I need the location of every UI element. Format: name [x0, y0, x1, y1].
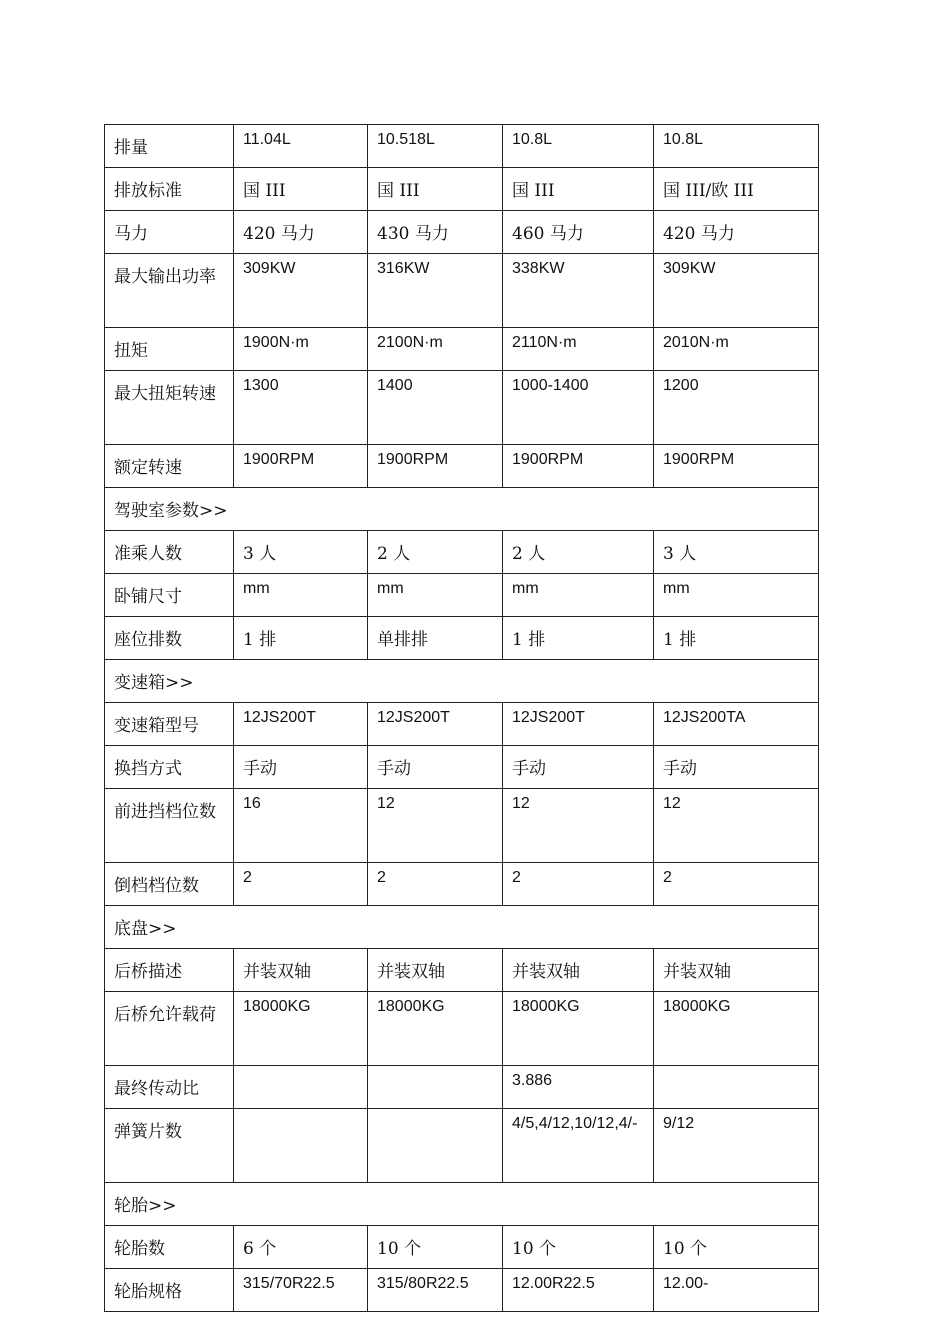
row-label: 前进挡档位数: [105, 789, 234, 863]
spec-table-body: [105, 125, 819, 1312]
table-row: [105, 1066, 819, 1109]
table-cell: mm: [654, 574, 819, 617]
table-cell: 1900N·m: [234, 328, 368, 371]
table-cell: 1 排: [234, 617, 368, 660]
table-cell: 1200: [654, 371, 819, 445]
table-cell: 309KW: [234, 254, 368, 328]
table-cell: 10 个: [368, 1226, 503, 1269]
table-row: [105, 211, 819, 254]
table-row: [105, 746, 819, 789]
table-cell: [368, 1109, 503, 1183]
table-row: [105, 168, 819, 211]
table-cell: 国 III: [503, 168, 654, 211]
table-row: [105, 703, 819, 746]
table-cell: 手动: [234, 746, 368, 789]
section-title: 变速箱>>: [105, 660, 819, 703]
table-cell: 12.00R22.5: [503, 1269, 654, 1312]
table-cell: 1900RPM: [503, 445, 654, 488]
table-cell: 420 马力: [234, 211, 368, 254]
table-row: [105, 617, 819, 660]
table-cell: 10.8L: [654, 125, 819, 168]
table-cell: 10 个: [654, 1226, 819, 1269]
table-cell: 18000KG: [503, 992, 654, 1066]
table-row: [105, 1226, 819, 1269]
table-row: [105, 445, 819, 488]
table-row: [105, 531, 819, 574]
row-label: 额定转速: [105, 445, 234, 488]
table-cell: 2 人: [503, 531, 654, 574]
table-cell: [654, 1066, 819, 1109]
row-label: 弹簧片数: [105, 1109, 234, 1183]
table-cell: 18000KG: [654, 992, 819, 1066]
table-cell: 10.8L: [503, 125, 654, 168]
table-row: [105, 328, 819, 371]
table-row: [105, 992, 819, 1066]
table-cell: 10 个: [503, 1226, 654, 1269]
table-cell: [234, 1066, 368, 1109]
table-cell: 338KW: [503, 254, 654, 328]
table-cell: 单排排: [368, 617, 503, 660]
table-cell: 手动: [368, 746, 503, 789]
table-cell: 1 排: [503, 617, 654, 660]
table-cell: 315/70R22.5: [234, 1269, 368, 1312]
table-cell: 4/5,4/12,10/12,4/-: [503, 1109, 654, 1183]
table-cell: 1900RPM: [234, 445, 368, 488]
table-cell: 2010N·m: [654, 328, 819, 371]
table-cell: 2100N·m: [368, 328, 503, 371]
table-row: [105, 1269, 819, 1312]
section-title: 底盘>>: [105, 906, 819, 949]
row-label: 最大输出功率: [105, 254, 234, 328]
table-cell: 460 马力: [503, 211, 654, 254]
row-label: 最终传动比: [105, 1066, 234, 1109]
table-row: [105, 125, 819, 168]
table-cell: 2: [654, 863, 819, 906]
table-cell: mm: [503, 574, 654, 617]
row-label: 马力: [105, 211, 234, 254]
table-row: [105, 574, 819, 617]
table-cell: 12JS200T: [503, 703, 654, 746]
table-cell: [234, 1109, 368, 1183]
table-cell: mm: [234, 574, 368, 617]
table-row: [105, 789, 819, 863]
table-cell: 18000KG: [368, 992, 503, 1066]
table-cell: 国 III: [368, 168, 503, 211]
spec-table: [104, 124, 819, 1312]
table-cell: 1400: [368, 371, 503, 445]
table-cell: 国 III/欧 III: [654, 168, 819, 211]
table-cell: 12JS200TA: [654, 703, 819, 746]
table-cell: 11.04L: [234, 125, 368, 168]
table-cell: 309KW: [654, 254, 819, 328]
table-row: [105, 949, 819, 992]
table-cell: 1000-1400: [503, 371, 654, 445]
table-cell: 430 马力: [368, 211, 503, 254]
section-title: 轮胎>>: [105, 1183, 819, 1226]
section-title: 驾驶室参数>>: [105, 488, 819, 531]
table-cell: 12: [654, 789, 819, 863]
table-cell: 2: [368, 863, 503, 906]
row-label: 准乘人数: [105, 531, 234, 574]
table-cell: 420 马力: [654, 211, 819, 254]
table-cell: 18000KG: [234, 992, 368, 1066]
table-row: [105, 1109, 819, 1183]
section-row: [105, 488, 819, 531]
table-cell: 9/12: [654, 1109, 819, 1183]
table-cell: mm: [368, 574, 503, 617]
table-cell: 12JS200T: [234, 703, 368, 746]
row-label: 最大扭矩转速: [105, 371, 234, 445]
table-cell: 并装双轴: [368, 949, 503, 992]
table-cell: 国 III: [234, 168, 368, 211]
table-row: [105, 371, 819, 445]
table-cell: 12.00-: [654, 1269, 819, 1312]
row-label: 后桥允许载荷: [105, 992, 234, 1066]
table-cell: 6 个: [234, 1226, 368, 1269]
row-label: 扭矩: [105, 328, 234, 371]
row-label: 倒档档位数: [105, 863, 234, 906]
table-cell: 并装双轴: [654, 949, 819, 992]
table-cell: 手动: [503, 746, 654, 789]
table-cell: 16: [234, 789, 368, 863]
table-cell: 10.518L: [368, 125, 503, 168]
row-label: 卧铺尺寸: [105, 574, 234, 617]
table-cell: 3.886: [503, 1066, 654, 1109]
row-label: 座位排数: [105, 617, 234, 660]
table-cell: [368, 1066, 503, 1109]
section-row: [105, 906, 819, 949]
table-cell: 2: [234, 863, 368, 906]
table-cell: 1900RPM: [654, 445, 819, 488]
table-cell: 316KW: [368, 254, 503, 328]
row-label: 排放标准: [105, 168, 234, 211]
row-label: 后桥描述: [105, 949, 234, 992]
table-cell: 12: [368, 789, 503, 863]
table-cell: 1300: [234, 371, 368, 445]
table-cell: 手动: [654, 746, 819, 789]
table-cell: 12: [503, 789, 654, 863]
table-row: [105, 254, 819, 328]
table-cell: 2: [503, 863, 654, 906]
table-cell: 2 人: [368, 531, 503, 574]
section-row: [105, 1183, 819, 1226]
table-cell: 315/80R22.5: [368, 1269, 503, 1312]
row-label: 轮胎数: [105, 1226, 234, 1269]
row-label: 轮胎规格: [105, 1269, 234, 1312]
table-cell: 12JS200T: [368, 703, 503, 746]
table-cell: 1 排: [654, 617, 819, 660]
table-cell: 并装双轴: [234, 949, 368, 992]
table-cell: 2110N·m: [503, 328, 654, 371]
table-cell: 并装双轴: [503, 949, 654, 992]
table-cell: 3 人: [234, 531, 368, 574]
row-label: 变速箱型号: [105, 703, 234, 746]
table-row: [105, 863, 819, 906]
table-cell: 3 人: [654, 531, 819, 574]
row-label: 换挡方式: [105, 746, 234, 789]
table-cell: 1900RPM: [368, 445, 503, 488]
section-row: [105, 660, 819, 703]
row-label: 排量: [105, 125, 234, 168]
